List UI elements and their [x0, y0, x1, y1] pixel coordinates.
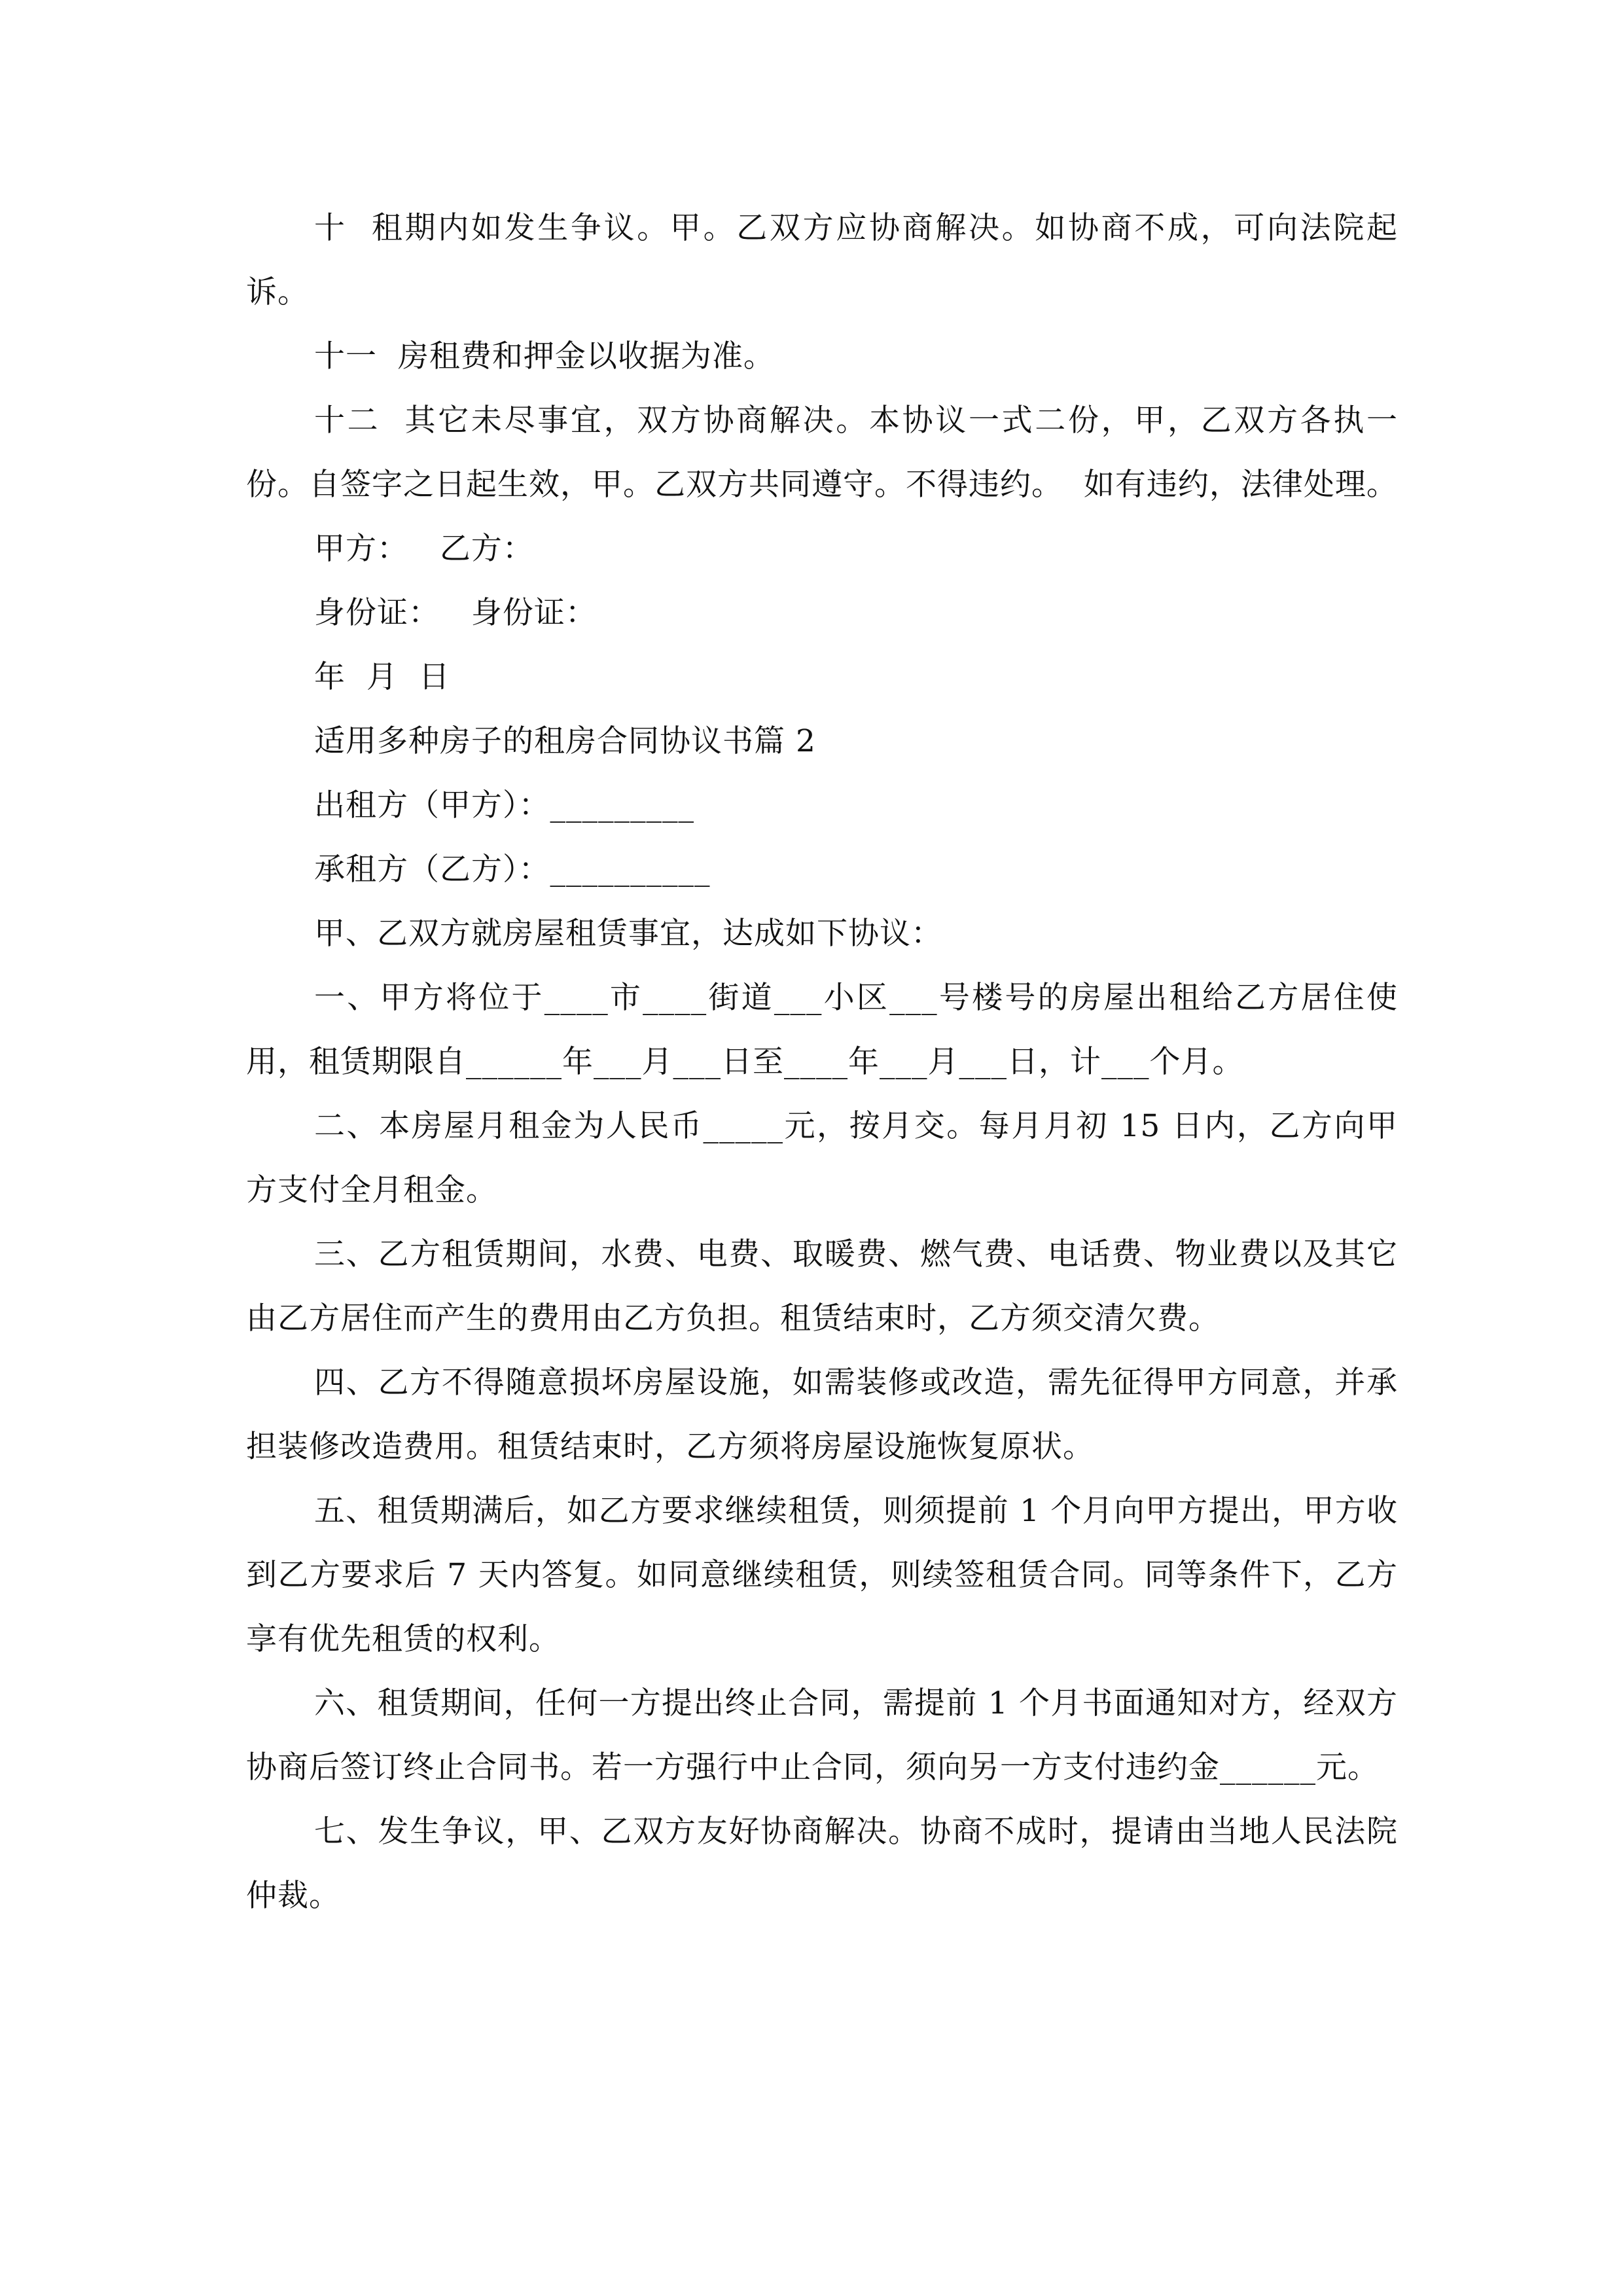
- lessee-line: 承租方（乙方）：__________: [314, 852, 711, 888]
- article-one: 一、甲方将位于____市____街道___小区___号楼号的房屋出租给乙方居住使用，租赁期限自______年___月___日至____年___月___日，计___个月。: [246, 980, 1398, 1080]
- article-two: 二、本房屋月租金为人民币_____元，按月交。每月月初 15 日内，乙方向甲方支付全月租金。: [246, 1108, 1398, 1208]
- article-three: 三、乙方租赁期间，水费、电费、取暖费、燃气费、电话费、物业费以及其它由乙方居住而产生的费用由乙方负担。租赁结束时，乙方须交清欠费。: [246, 1236, 1398, 1336]
- section-title: 适用多种房子的租房合同协议书篇 2: [314, 723, 816, 759]
- signature-date: 年 月 日: [314, 659, 450, 695]
- clause-eleven: 十一 房租费和押金以收据为准。: [314, 338, 775, 374]
- article-six: 六、租赁期间，任何一方提出终止合同，需提前 1 个月书面通知对方，经双方协商后签订终止合同书。若一方强行中止合同，须向另一方支付违约金______元。: [246, 1685, 1398, 1785]
- agreement-intro: 甲、乙双方就房屋租赁事宜，达成如下协议：: [314, 916, 942, 952]
- lessor-line: 出租方（甲方）：_________: [314, 787, 694, 823]
- article-seven: 七、发生争议，甲、乙双方友好协商解决。协商不成时，提请由当地人民法院仲裁。: [246, 1814, 1398, 1914]
- clause-ten: 十 租期内如发生争议。甲。乙双方应协商解决。如协商不成，可向法院起诉。: [246, 210, 1398, 310]
- signature-parties: 甲方： 乙方：: [314, 531, 534, 567]
- signature-id-cards: 身份证： 身份证：: [314, 595, 597, 631]
- article-five: 五、租赁期满后，如乙方要求继续租赁，则须提前 1 个月向甲方提出，甲方收到乙方要求后 7 天内答复。如同意继续租赁，则续签租赁合同。同等条件下，乙方享有优先租赁的权利。: [246, 1493, 1398, 1657]
- clause-twelve: 十二 其它未尽事宜，双方协商解决。本协议一式二份，甲，乙双方各执一份。自签字之日起生效，甲。乙双方共同遵守。不得违约。 如有违约，法律处理。: [246, 403, 1398, 503]
- article-four: 四、乙方不得随意损坏房屋设施，如需装修或改造，需先征得甲方同意，并承担装修改造费用。租赁结束时，乙方须将房屋设施恢复原状。: [246, 1365, 1398, 1465]
- document-body: [246, 196, 1398, 1928]
